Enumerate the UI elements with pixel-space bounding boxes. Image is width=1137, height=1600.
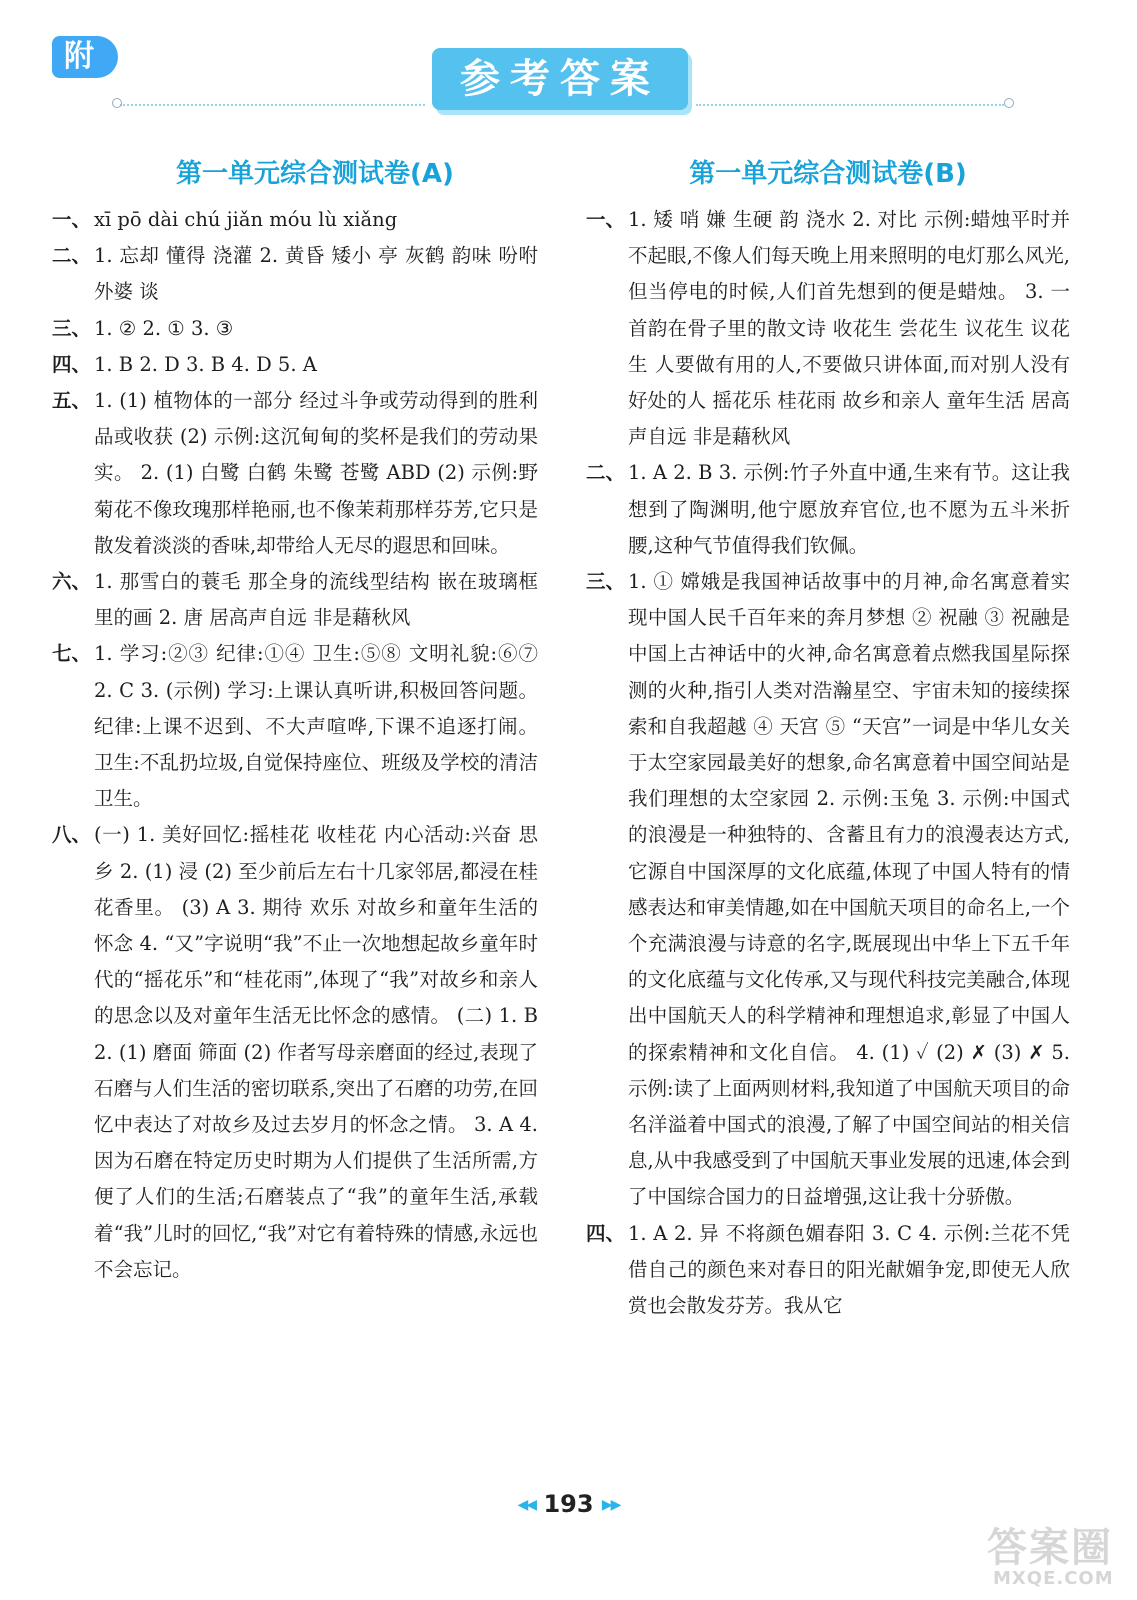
- test-title-a: 第一单元综合测试卷(A): [176, 159, 454, 189]
- left-column: [52, 150, 538, 1288]
- section-number: 四、: [52, 352, 92, 376]
- test-title-b: 第一单元综合测试卷(B): [689, 159, 967, 189]
- header-rule-left: [120, 104, 425, 106]
- section-number: 八、: [52, 823, 92, 847]
- section-text: (一) 1. 美好回忆:摇桂花 收桂花 内心活动:兴奋 思乡 2. (1) 浸 (2) 至少前后左右十几家邻居,都浸在桂花香里。 (3) A 3. 期待 欢乐 对故乡和童年生活的怀念 4. “又”字说明“我”不止一次地想起故乡童年时代的“摇花乐”和“桂花雨”,体现了“我”对故乡和亲人的思念以及对童年生活无比怀念的感情。 (二) 1. B 2. (1) 磨面 筛面 (2) 作者写母亲磨面的经过,表现了石磨与人们生活的密切联系,突出了石磨的功劳,在回忆中表达了对故乡及过去岁月的怀念之情。 3. A 4. 因为石磨在特定历史时期为人们提供了生活所需,方便了人们的生活;石磨装点了“我”的童年生活,承载着“我”儿时的回忆,“我”对它有着特殊的情感,永远也不会忘记。: [94, 823, 538, 1281]
- next-arrow-icon: ▶▶: [601, 1497, 620, 1513]
- section-text: 1. B 2. D 3. B 4. D 5. A: [94, 352, 317, 376]
- answer-section: [52, 636, 538, 817]
- section-number: 七、: [52, 642, 92, 666]
- section-number: 五、: [52, 389, 92, 413]
- answer-key-banner: 参考答案: [432, 48, 688, 110]
- section-text: xī pō dài chú jiǎn móu lù xiǎng: [94, 208, 398, 231]
- section-number: 六、: [52, 570, 92, 594]
- section-number: 三、: [586, 570, 626, 594]
- header-rule-right: [696, 104, 1004, 106]
- answer-section: [52, 817, 538, 1288]
- section-number: 二、: [586, 461, 626, 485]
- section-text: 1. A 2. B 3. 示例:竹子外直中通,生来有节。这让我想到了陶渊明,他宁愿放弃官位,也不愿为五斗米折腰,这种气节值得我们钦佩。: [628, 461, 1070, 557]
- answer-section: [586, 564, 1070, 1216]
- answer-section: [52, 202, 538, 238]
- section-number: 四、: [586, 1221, 626, 1245]
- section-text: 1. 忘却 懂得 浇灌 2. 黄昏 矮小 亭 灰鹤 韵味 吩咐 外婆 谈: [94, 244, 538, 304]
- section-text: 1. 那雪白的蓑毛 那全身的流线型结构 嵌在玻璃框里的画 2. 唐 居高声自远 非是藉秋风: [94, 570, 538, 630]
- watermark-text: 答案圈: [987, 1525, 1113, 1571]
- page-footer: [0, 1490, 1137, 1518]
- answer-section: [52, 238, 538, 310]
- section-text: 1. 矮 哨 嫌 生硬 韵 浇水 2. 对比 示例:蜡烛平时并不起眼,不像人们每天晚上用来照明的电灯那么风光,但当停电的时候,人们首先想到的便是蜡烛。 3. 一首韵在骨子里的散文诗 收花生 尝花生 议花生 议花生 人要做有用的人,不要做只讲体面,而对别人没有好处的人 摇花乐 桂花雨 故乡和亲人 童年生活 居高声自远 非是藉秋风: [628, 208, 1070, 449]
- section-number: 一、: [52, 208, 92, 231]
- watermark-url: MXQE.COM: [993, 1568, 1114, 1589]
- answer-section: [52, 383, 538, 564]
- page-number: 193: [543, 1490, 594, 1518]
- section-number: 一、: [586, 208, 626, 231]
- section-text: 1. (1) 植物体的一部分 经过斗争或劳动得到的胜利品或收获 (2) 示例:这沉甸甸的奖杯是我们的劳动果实。 2. (1) 白鹭 白鹤 朱鹭 苍鹭 ABD (2) 示例:野菊花不像玫瑰那样艳丽,也不像茉莉那样芬芳,它只是散发着淡淡的香味,却带给人无尽的遐思和回味。: [94, 389, 538, 557]
- answer-section: [52, 564, 538, 636]
- section-number: 二、: [52, 244, 92, 268]
- section-text: 1. 学习:②③ 纪律:①④ 卫生:⑤⑧ 文明礼貌:⑥⑦ 2. C 3. (示例) 学习:上课认真听讲,积极回答问题。 纪律:上课不迟到、不大声喧哗,下课不追逐打闹。 卫生:不乱扔垃圾,自觉保持座位、班级及学校的清洁卫生。: [94, 642, 538, 811]
- answer-section: [586, 1216, 1070, 1325]
- appendix-tab: 附: [52, 36, 118, 78]
- watermark-logo: [977, 1516, 1129, 1596]
- section-number: 三、: [52, 316, 92, 340]
- right-column: [586, 150, 1070, 1324]
- section-text: 1. A 2. 异 不将颜色媚春阳 3. C 4. 示例:兰花不凭借自己的颜色来对春日的阳光献媚争宠,即使无人欣赏也会散发芬芳。我从它: [628, 1221, 1070, 1318]
- answer-section: [586, 455, 1070, 564]
- answer-section: [586, 202, 1070, 455]
- rule-dot-left: [112, 98, 122, 108]
- section-text: 1. ① 嫦娥是我国神话故事中的月神,命名寓意着实现中国人民千百年来的奔月梦想 ② 祝融 ③ 祝融是中国上古神话中的火神,命名寓意着点燃我国星际探测的火种,指引人类对浩瀚星空、宇宙未知的接续探索和自我超越 ④ 天宫 ⑤ “天宫”一词是中华儿女关于太空家园最美好的想象,命名寓意着中国空间站是我们理想的太空家园 2. 示例:玉兔 3. 示例:中国式的浪漫是一种独特的、含蓄且有力的浪漫表达方式,它源自中国深厚的文化底蕴,体现了中国人特有的情感表达和审美情趣,如在中国航天项目的命名上,一个个充满浪漫与诗意的名字,既展现出中华上下五千年的文化底蕴与文化传承,又与现代科技完美融合,体现出中国航天人的科学精神和理想追求,彰显了中国人的探索精神和文化自信。 4. (1) ✓ (2) ✗ (3) ✗ 5. 示例:读了上面两则材料,我知道了中国航天项目的命名洋溢着中国式的浪漫,了解了中国空间站的相关信息,从中我感受到了中国航天事业发展的迅速,体会到了中国综合国力的日益增强,这让我十分骄傲。: [628, 570, 1070, 1209]
- prev-arrow-icon: ◀◀: [517, 1497, 536, 1513]
- answer-section: [52, 347, 538, 383]
- rule-dot-right: [1004, 98, 1014, 108]
- section-text: 1. ② 2. ① 3. ③: [94, 316, 234, 340]
- answer-section: [52, 311, 538, 347]
